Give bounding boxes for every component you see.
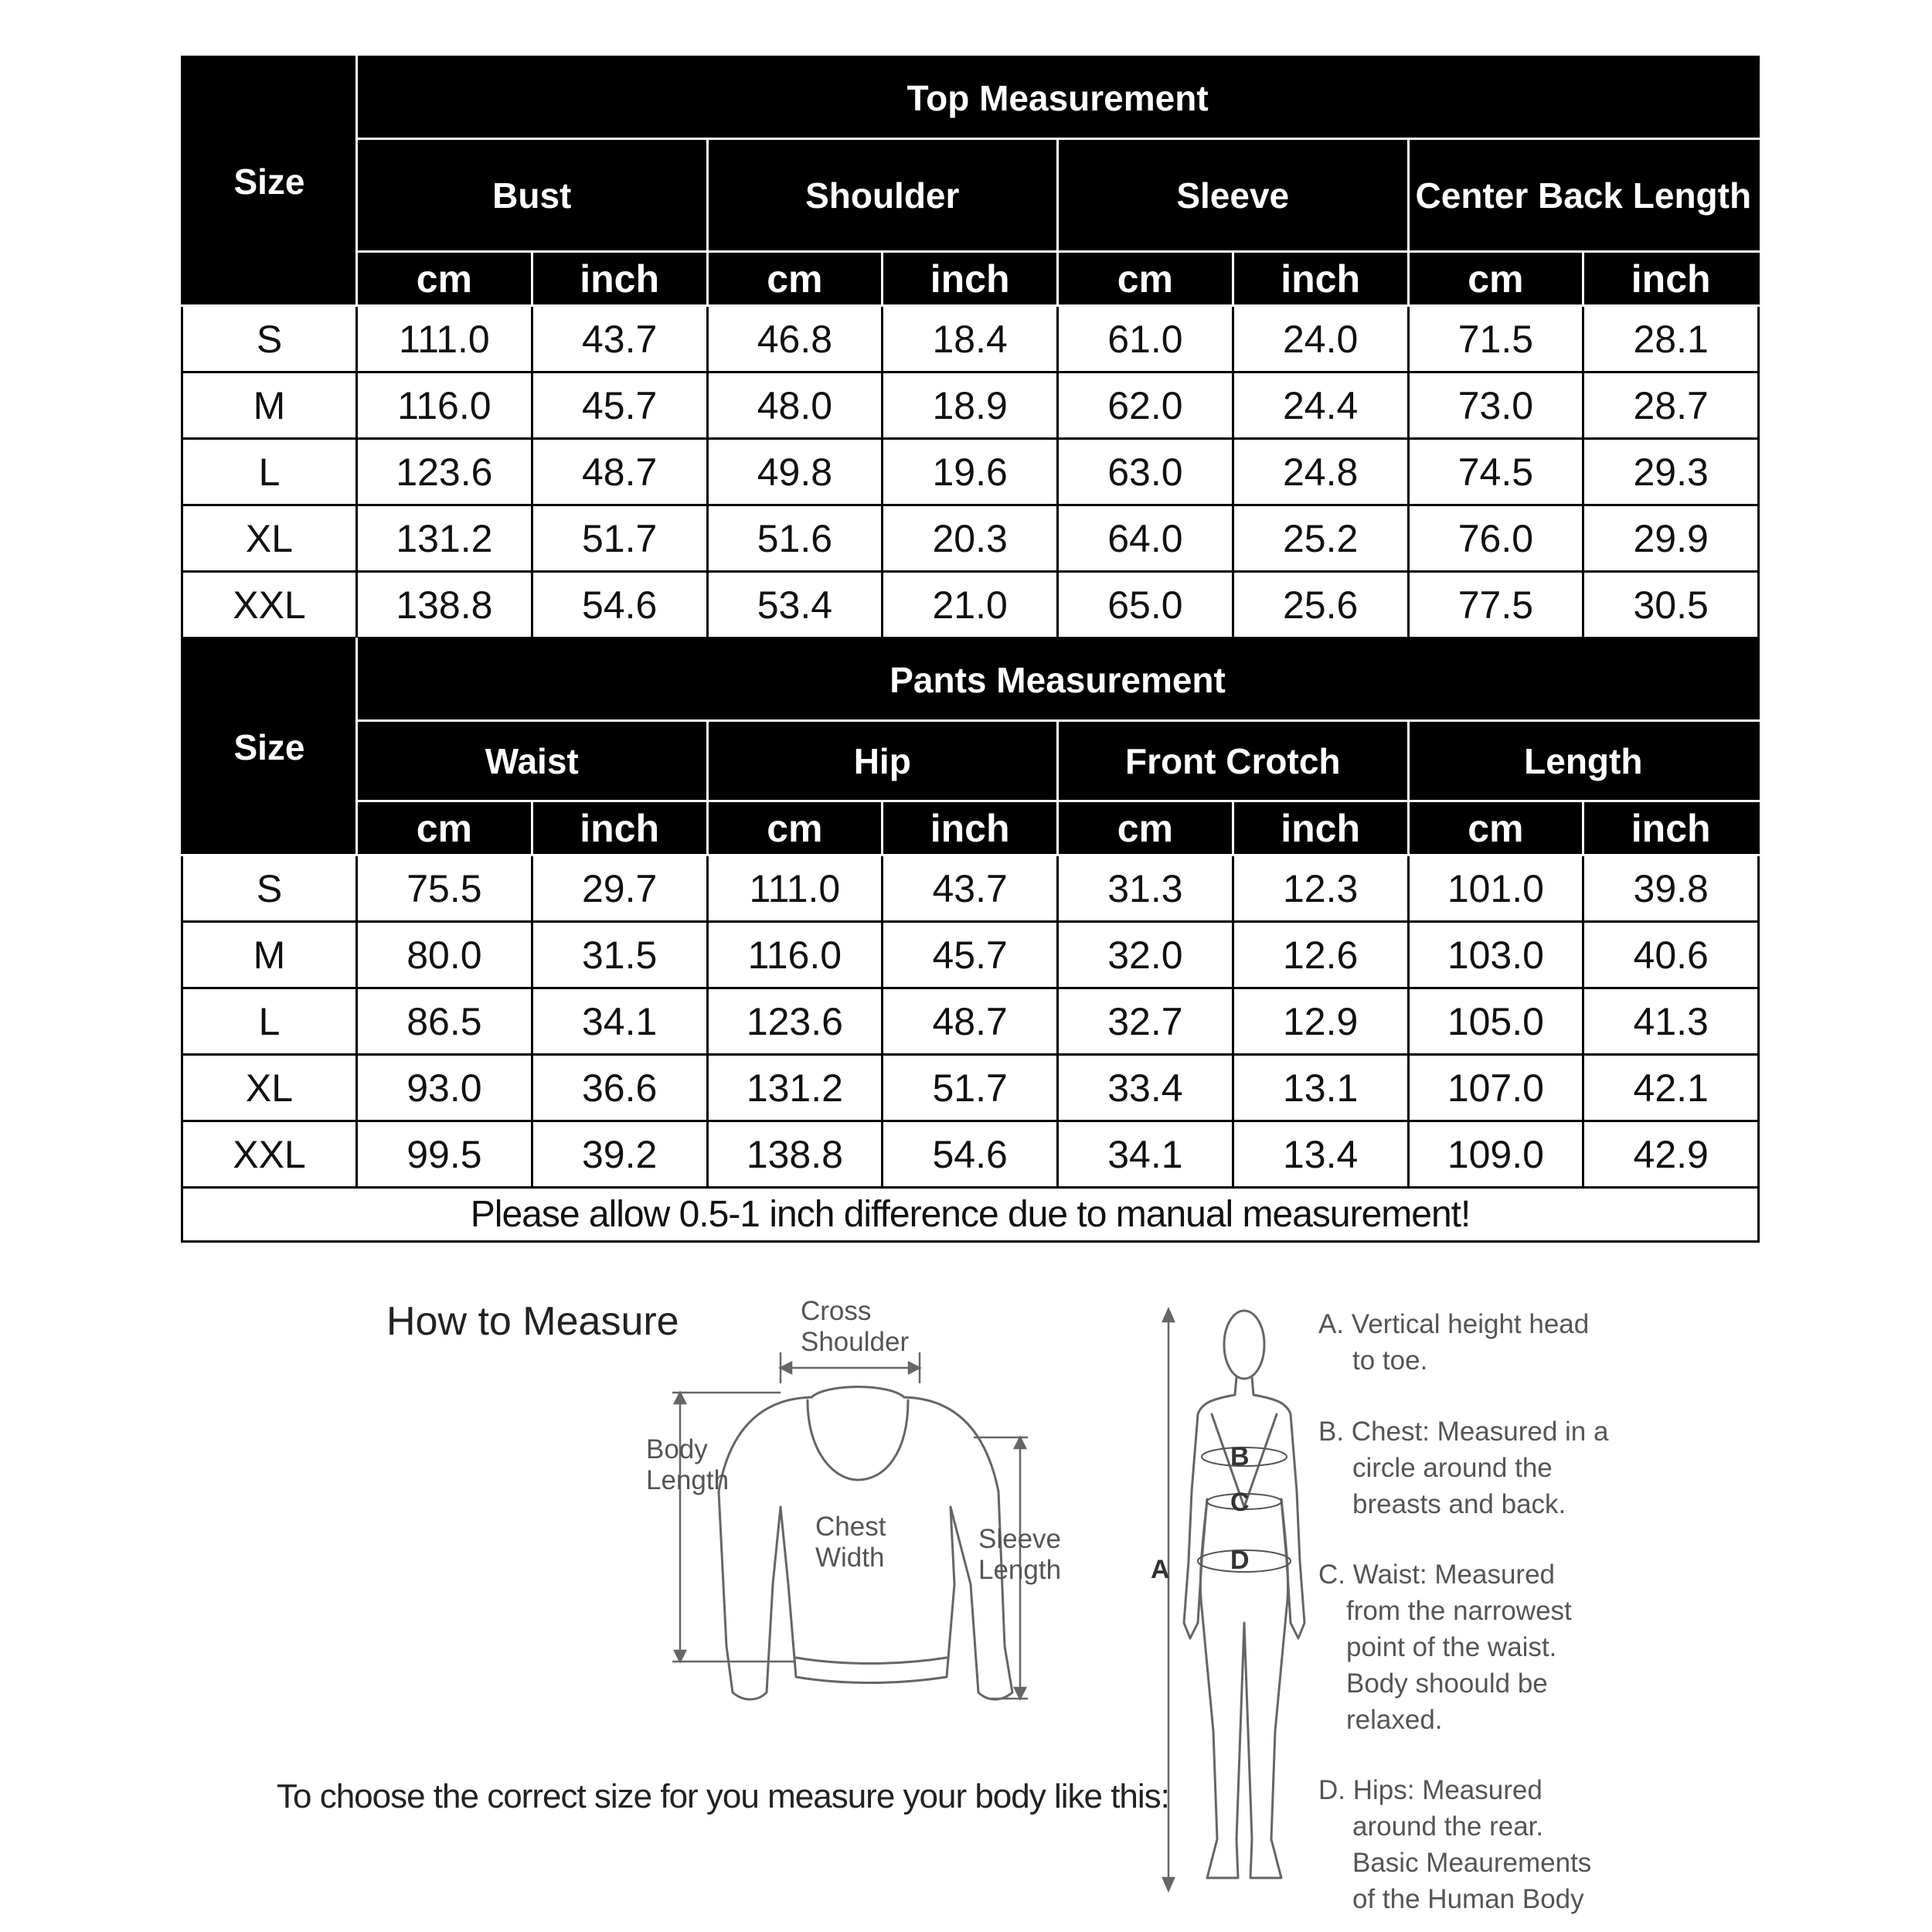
value-cell: 105.0 [1408, 988, 1583, 1055]
description-b: B. Chest: Measured in a circle around the breasts and back. [1318, 1417, 1609, 1519]
unit-inch: inch [532, 801, 707, 855]
size-cell: XL [182, 505, 357, 572]
waist-header: Waist [357, 721, 708, 801]
pants-measurement-title: Pants Measurement [357, 639, 1759, 721]
unit-cm: cm [1408, 252, 1583, 306]
value-cell: 49.8 [707, 439, 883, 505]
value-cell: 36.6 [532, 1055, 707, 1121]
mark-a: A [1151, 1555, 1170, 1584]
value-cell: 12.9 [1233, 988, 1408, 1055]
value-cell: 74.5 [1408, 439, 1583, 505]
table-row [182, 306, 1759, 372]
value-cell: 29.3 [1583, 439, 1759, 505]
size-cell: M [182, 922, 357, 988]
sleeve-length-label: Sleeve Length [978, 1524, 1062, 1585]
value-cell: 65.0 [1058, 572, 1233, 638]
value-cell: 41.3 [1583, 988, 1759, 1055]
value-cell: 21.0 [883, 572, 1058, 638]
value-cell: 73.0 [1408, 372, 1583, 439]
table-row [182, 505, 1759, 572]
body-figure-diagram [1167, 1298, 1321, 1917]
value-cell: 42.9 [1583, 1121, 1759, 1188]
table-row [182, 372, 1759, 439]
mark-c: C [1230, 1488, 1250, 1517]
unit-cm: cm [1058, 801, 1233, 855]
value-cell: 18.9 [883, 372, 1058, 439]
cross-shoulder-label: Cross Shoulder [801, 1296, 910, 1357]
size-cell: XXL [182, 1121, 357, 1188]
description-a: A. Vertical height head to toe. [1318, 1309, 1590, 1376]
measurement-note: Please allow 0.5-1 inch difference due to manual measurement! [182, 1188, 1759, 1242]
table-row [182, 439, 1759, 505]
value-cell: 64.0 [1058, 505, 1233, 572]
value-cell: 28.1 [1583, 306, 1759, 372]
size-cell: S [182, 855, 357, 922]
length-header: Length [1408, 721, 1759, 801]
value-cell: 34.1 [532, 988, 707, 1055]
value-cell: 33.4 [1058, 1055, 1233, 1121]
unit-cm: cm [1408, 801, 1583, 855]
value-cell: 45.7 [883, 922, 1058, 988]
value-cell: 138.8 [357, 572, 532, 638]
unit-inch: inch [1233, 801, 1408, 855]
size-cell: XL [182, 1055, 357, 1121]
value-cell: 80.0 [357, 922, 532, 988]
mark-d: D [1230, 1546, 1250, 1575]
bust-header: Bust [357, 139, 708, 252]
value-cell: 40.6 [1583, 922, 1759, 988]
value-cell: 42.1 [1583, 1055, 1759, 1121]
center-back-length-header: Center Back Length [1408, 139, 1759, 252]
value-cell: 138.8 [707, 1121, 883, 1188]
size-cell: L [182, 439, 357, 505]
value-cell: 19.6 [883, 439, 1058, 505]
value-cell: 53.4 [707, 572, 883, 638]
unit-inch: inch [1233, 252, 1408, 306]
value-cell: 75.5 [357, 855, 532, 922]
size-cell: M [182, 372, 357, 439]
value-cell: 46.8 [707, 306, 883, 372]
top-measurement-table [181, 56, 1760, 639]
value-cell: 71.5 [1408, 306, 1583, 372]
unit-cm: cm [707, 252, 883, 306]
value-cell: 24.0 [1233, 306, 1408, 372]
value-cell: 103.0 [1408, 922, 1583, 988]
size-cell: S [182, 306, 357, 372]
value-cell: 51.7 [532, 505, 707, 572]
value-cell: 12.3 [1233, 855, 1408, 922]
hip-header: Hip [707, 721, 1058, 801]
table-row [182, 1055, 1759, 1121]
how-to-measure-title: How to Measure [386, 1299, 679, 1344]
value-cell: 31.5 [532, 922, 707, 988]
value-cell: 51.7 [883, 1055, 1058, 1121]
unit-inch: inch [883, 801, 1058, 855]
unit-cm: cm [357, 252, 532, 306]
value-cell: 54.6 [532, 572, 707, 638]
front-crotch-header: Front Crotch [1058, 721, 1409, 801]
unit-inch: inch [1583, 252, 1759, 306]
value-cell: 43.7 [532, 306, 707, 372]
table-row [182, 855, 1759, 922]
description-d: D. Hips: Measured around the rear. Basic Meaurements of the Human Body [1318, 1775, 1592, 1914]
value-cell: 29.7 [532, 855, 707, 922]
value-cell: 76.0 [1408, 505, 1583, 572]
pants-measurement-table [181, 638, 1760, 1243]
shoulder-header: Shoulder [707, 139, 1058, 252]
unit-cm: cm [707, 801, 883, 855]
table-row [182, 988, 1759, 1055]
value-cell: 30.5 [1583, 572, 1759, 638]
table-row [182, 1121, 1759, 1188]
top-measurement-title: Top Measurement [357, 57, 1759, 139]
value-cell: 13.1 [1233, 1055, 1408, 1121]
value-cell: 25.6 [1233, 572, 1408, 638]
value-cell: 20.3 [883, 505, 1058, 572]
value-cell: 101.0 [1408, 855, 1583, 922]
value-cell: 12.6 [1233, 922, 1408, 988]
chest-width-label: Chest Width [815, 1512, 886, 1573]
value-cell: 43.7 [883, 855, 1058, 922]
value-cell: 32.7 [1058, 988, 1233, 1055]
value-cell: 32.0 [1058, 922, 1233, 988]
mark-b: B [1230, 1442, 1250, 1471]
value-cell: 29.9 [1583, 505, 1759, 572]
value-cell: 99.5 [357, 1121, 532, 1188]
value-cell: 111.0 [707, 855, 883, 922]
value-cell: 25.2 [1233, 505, 1408, 572]
size-header: Size [182, 57, 357, 306]
size-cell: XXL [182, 572, 357, 638]
unit-inch: inch [532, 252, 707, 306]
value-cell: 116.0 [707, 922, 883, 988]
unit-cm: cm [1058, 252, 1233, 306]
value-cell: 86.5 [357, 988, 532, 1055]
value-cell: 48.0 [707, 372, 883, 439]
body-length-label: Body Length [646, 1434, 730, 1495]
value-cell: 62.0 [1058, 372, 1233, 439]
value-cell: 48.7 [532, 439, 707, 505]
value-cell: 61.0 [1058, 306, 1233, 372]
value-cell: 116.0 [357, 372, 532, 439]
choose-size-instruction: To choose the correct size for you measure your body like this: [277, 1777, 1169, 1815]
value-cell: 107.0 [1408, 1055, 1583, 1121]
unit-inch: inch [883, 252, 1058, 306]
value-cell: 39.2 [532, 1121, 707, 1188]
table-row [182, 572, 1759, 638]
size-header: Size [182, 639, 357, 855]
description-c: C. Waist: Measured from the narrowest point of the waist. Body shoould be relaxed. [1318, 1560, 1572, 1735]
value-cell: 54.6 [883, 1121, 1058, 1188]
unit-inch: inch [1583, 801, 1759, 855]
value-cell: 77.5 [1408, 572, 1583, 638]
value-cell: 123.6 [357, 439, 532, 505]
value-cell: 39.8 [1583, 855, 1759, 922]
value-cell: 31.3 [1058, 855, 1233, 922]
value-cell: 123.6 [707, 988, 883, 1055]
value-cell: 45.7 [532, 372, 707, 439]
value-cell: 18.4 [883, 306, 1058, 372]
value-cell: 24.8 [1233, 439, 1408, 505]
value-cell: 131.2 [707, 1055, 883, 1121]
value-cell: 51.6 [707, 505, 883, 572]
value-cell: 34.1 [1058, 1121, 1233, 1188]
size-cell: L [182, 988, 357, 1055]
value-cell: 24.4 [1233, 372, 1408, 439]
unit-cm: cm [357, 801, 532, 855]
value-cell: 111.0 [357, 306, 532, 372]
value-cell: 13.4 [1233, 1121, 1408, 1188]
value-cell: 28.7 [1583, 372, 1759, 439]
sleeve-header: Sleeve [1058, 139, 1409, 252]
table-row [182, 922, 1759, 988]
value-cell: 48.7 [883, 988, 1058, 1055]
value-cell: 63.0 [1058, 439, 1233, 505]
value-cell: 131.2 [357, 505, 532, 572]
value-cell: 93.0 [357, 1055, 532, 1121]
value-cell: 109.0 [1408, 1121, 1583, 1188]
